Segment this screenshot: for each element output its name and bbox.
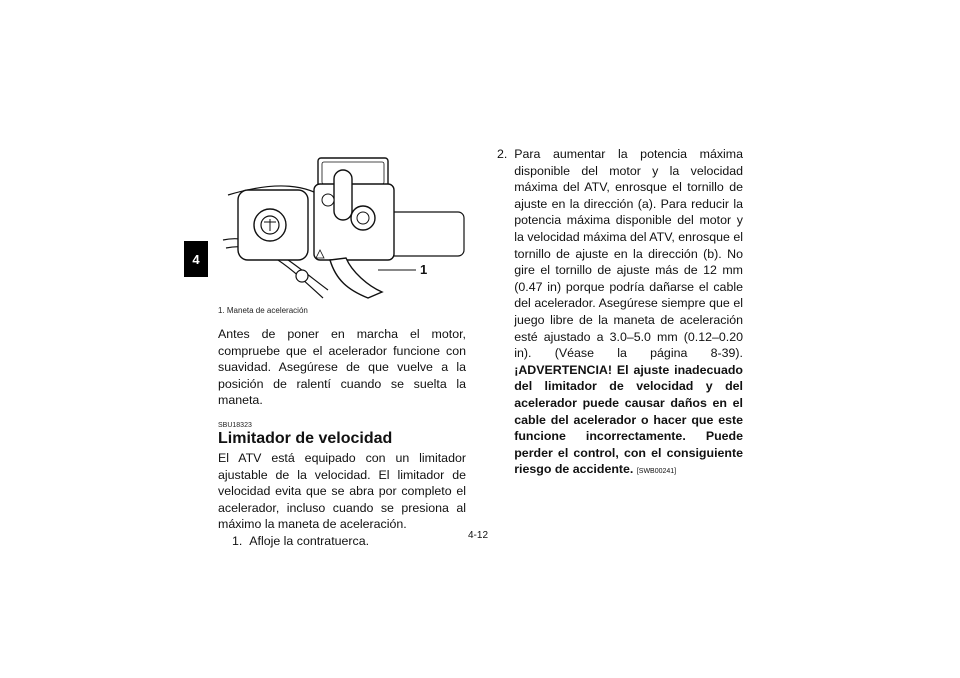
step-2-text: Para aumentar la potencia máxima disponible del motor y la velocidad máxima del ATV, enrosque el tornillo de ajuste en la dirección (a). Para reducir la potencia máxima disponible del motor y la velocidad máxima del ATV, enrosque el tornillo de ajuste en la dirección (b). No gire el tornillo de ajuste más de 12 mm (0.47 in) porque podría dañarse el cable del acelerador. Asegúrese siempre que el juego libre de la maneta de aceleración esté ajustado a 3.0–5.0 mm (0.12–0.20 in). (Véase la página 8-39). xyxy=(514,147,743,361)
chapter-tab: 4 xyxy=(184,241,208,277)
step-2-number: 2. xyxy=(497,147,508,161)
step-1-number: 1. xyxy=(232,533,243,548)
throttle-lever-figure xyxy=(218,140,468,300)
step-2-body xyxy=(514,146,743,481)
section-title: Limitador de velocidad xyxy=(218,429,393,447)
step-1-text: Afloje la contratuerca. xyxy=(249,533,370,548)
section-code: SBU18323 xyxy=(218,421,252,429)
right-column xyxy=(497,146,743,481)
warning-reference: [SWB00241] xyxy=(636,468,677,476)
intro-paragraph: Antes de poner en marcha el motor, compruebe que el acelerador funcione con suavidad. Asegúrese de que vuelve a la posición de ralentí cuando se suelta la maneta. xyxy=(218,327,466,408)
page-number: 4-12 xyxy=(468,530,489,541)
step-1 xyxy=(218,533,466,550)
left-column xyxy=(218,326,466,550)
step-2 xyxy=(497,146,743,481)
figure-caption: 1. Maneta de aceleración xyxy=(218,306,308,315)
figure-callout-number: 1 xyxy=(420,262,428,277)
warning-text: ¡ADVERTENCIA! El ajuste inadecuado del limitador de velocidad y del acelerador puede causar daños en el cable del acelerador o hacer que este funcione incorrectamente. Puede perder el control, con el consiguiente riesgo de accidente. xyxy=(514,362,743,477)
section-body: El ATV está equipado con un limitador ajustable de la velocidad. El limitador de velocidad evita que se abra por completo el acelerador, incluso cuando se presiona al máximo la maneta de aceleración. xyxy=(218,450,466,532)
throttle-illustration xyxy=(218,140,468,300)
